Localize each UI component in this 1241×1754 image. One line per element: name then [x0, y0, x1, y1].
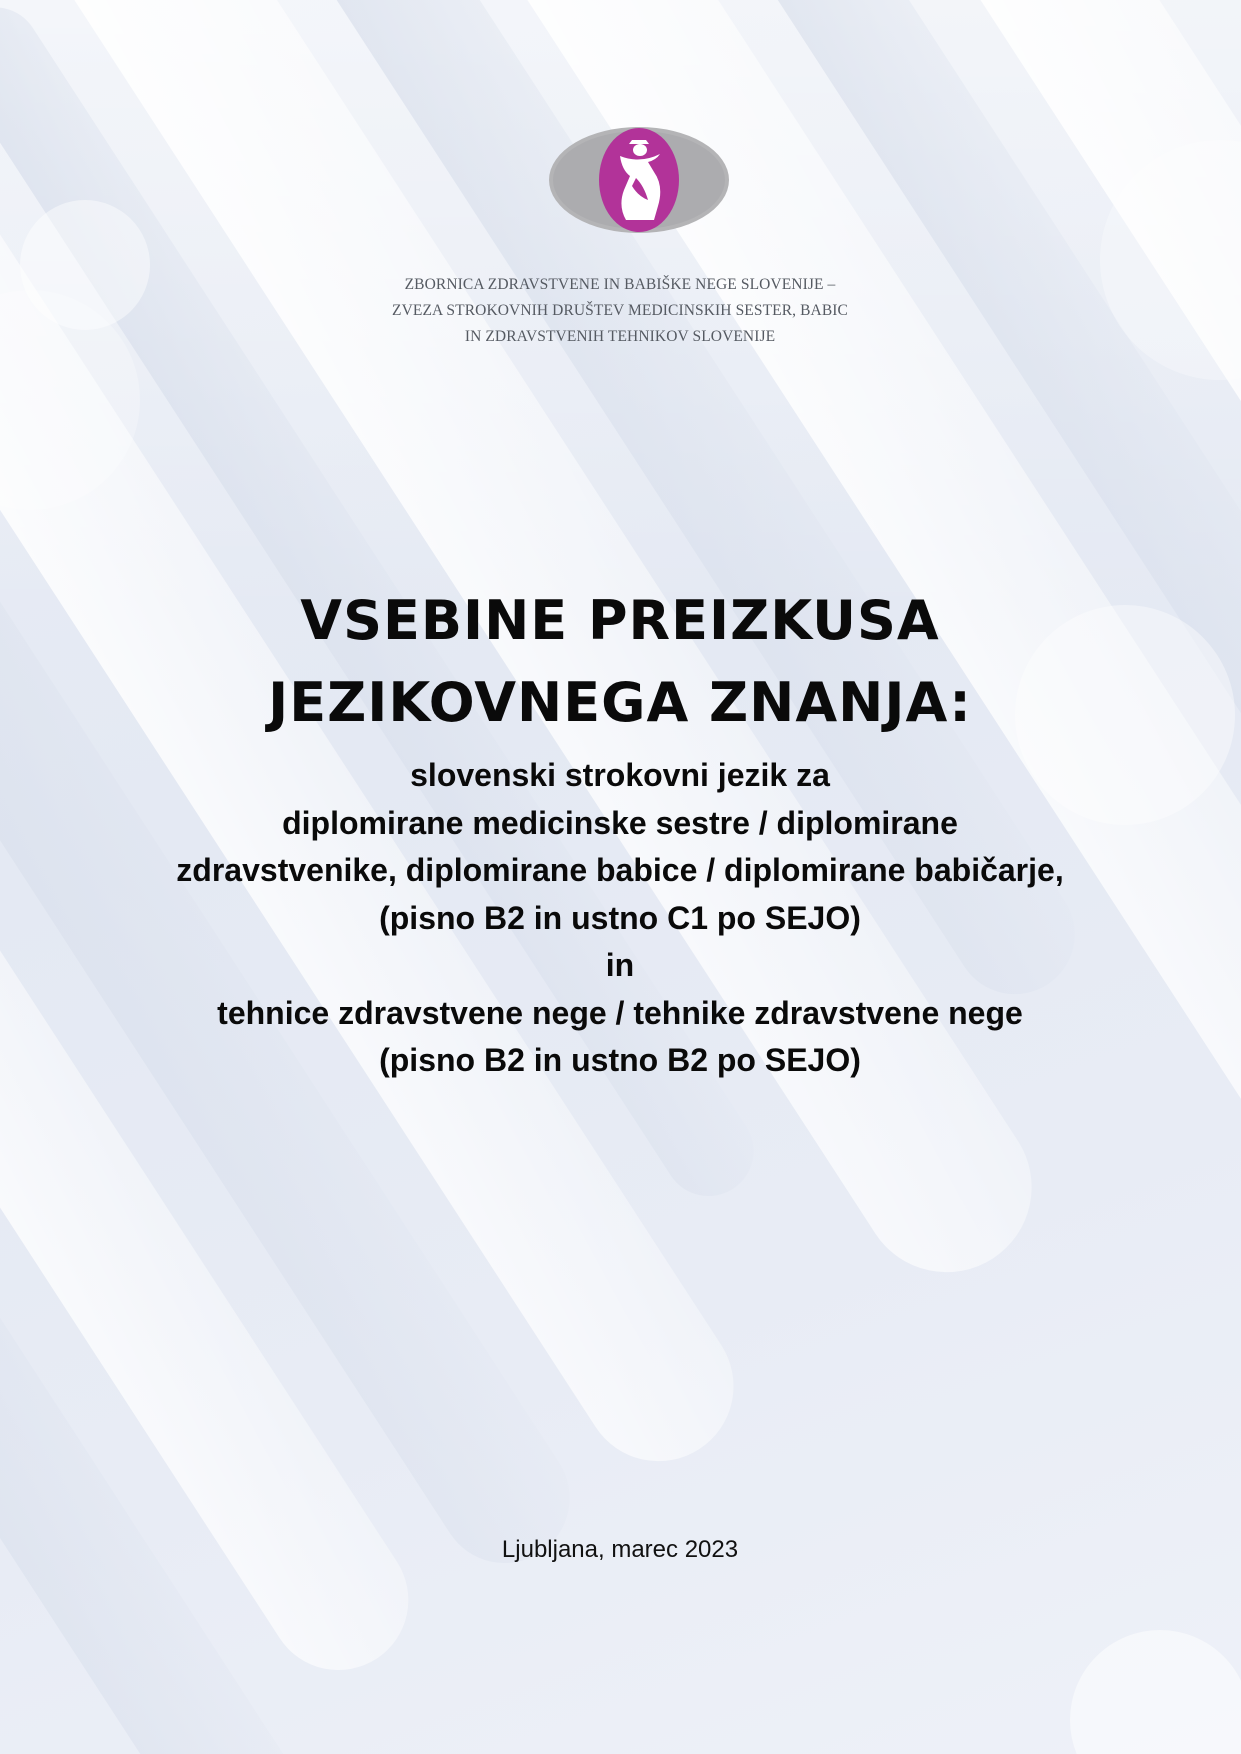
- organization-name: [320, 272, 920, 350]
- organization-line-3: IN ZDRAVSTVENIH TEHNIKOV SLOVENIJE: [464, 328, 776, 345]
- subtitle-line-3: zdravstvenike, diplomirane babice / diplomirane babičarje,: [176, 852, 1064, 888]
- subtitle-line-2: diplomirane medicinske sestre / diplomirane: [282, 804, 958, 841]
- document-subtitle: [90, 752, 1150, 1085]
- subtitle-line-7: (pisno B2 in ustno B2 po SEJO): [379, 1042, 861, 1078]
- organization-line-1: ZBORNICA ZDRAVSTVENE IN BABIŠKE NEGE SLOVENIJE –: [404, 276, 836, 293]
- document-title: [120, 580, 1120, 744]
- title-line-2: JEZIKOVNEGA ZNANJA:: [268, 671, 972, 734]
- organization-line-2: ZVEZA STROKOVNIH DRUŠTEV MEDICINSKIH SESTER, BABIC: [392, 302, 848, 319]
- subtitle-line-4: (pisno B2 in ustno C1 po SEJO): [379, 899, 861, 936]
- subtitle-line-6: tehnice zdravstvene nege / tehnike zdravstvene nege: [217, 994, 1023, 1031]
- title-line-1: VSEBINE PREIZKUSA: [300, 589, 940, 652]
- subtitle-line-5: in: [605, 947, 635, 983]
- subtitle-line-1: slovenski strokovni jezik za: [410, 757, 830, 793]
- nurse-emblem-icon: [548, 126, 730, 234]
- organization-logo: [548, 126, 730, 234]
- place-and-date: Ljubljana, marec 2023: [501, 1536, 739, 1563]
